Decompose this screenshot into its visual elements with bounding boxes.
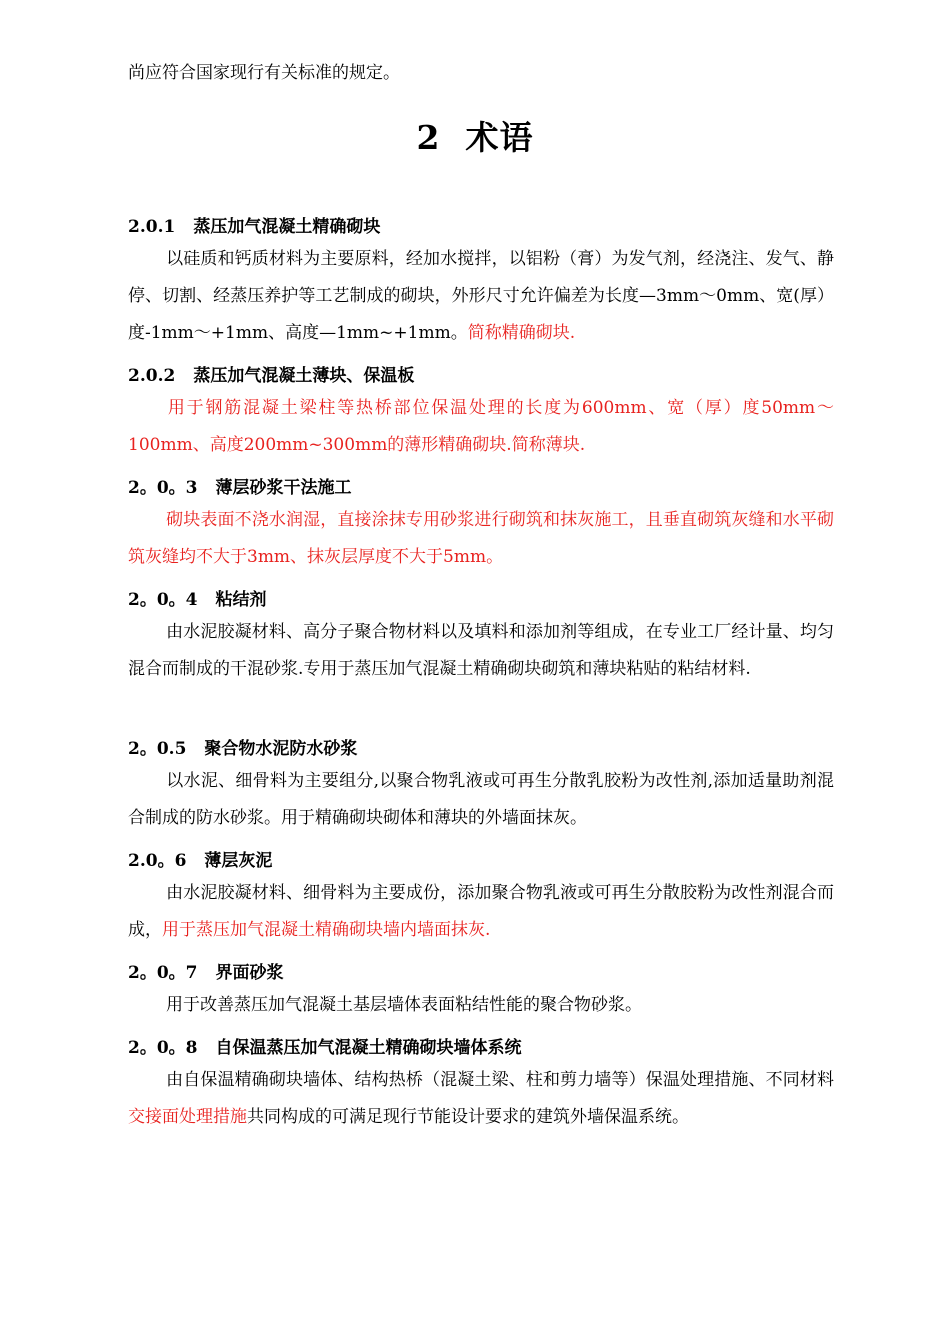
term-heading <box>128 473 352 498</box>
term-number: 2.0.1 <box>128 217 176 237</box>
term-number: 2。0。7 <box>128 963 198 983</box>
term-heading <box>128 958 284 983</box>
term-definition <box>128 502 834 576</box>
definition-highlight: 用于钢筋混凝土梁柱等热桥部位保温处理的长度为600mm、宽（厚）度50mm～100mm、高度200mm~300mm的薄形精确砌块.简称薄块. <box>128 398 834 455</box>
term-title: 聚合物水泥防水砂浆 <box>204 739 358 759</box>
definition-text: 由自保温精确砌块墙体、结构热桥（混凝土梁、柱和剪力墙等）保温处理措施、不同材料 <box>166 1070 834 1090</box>
term-title: 界面砂浆 <box>215 963 284 983</box>
term-heading <box>128 585 267 610</box>
term-title: 蒸压加气混凝土精确砌块 <box>193 217 381 237</box>
term-heading <box>128 212 380 237</box>
intro-line: 尚应符合国家现行有关标准的规定。 <box>128 63 400 83</box>
term-number: 2.0。6 <box>128 851 187 871</box>
definition-text-tail: 共同构成的可满足现行节能设计要求的建筑外墙保温系统。 <box>247 1107 689 1127</box>
definition-highlight: 简称精确砌块. <box>467 323 576 343</box>
term-title: 薄层灰泥 <box>204 851 273 871</box>
term-heading <box>128 1033 522 1058</box>
definition-highlight: 交接面处理措施 <box>128 1107 247 1127</box>
term-number: 2.0.2 <box>128 366 176 386</box>
term-title: 粘结剂 <box>215 590 267 610</box>
definition-text: 由水泥胶凝材料、细骨料为主要成份，添加聚合物乳液或可再生分散胶粉为改性剂混合而成， <box>128 883 834 940</box>
definition-text: 用于改善蒸压加气混凝土基层墙体表面粘结性能的聚合物砂浆。 <box>166 995 642 1015</box>
chapter-title-text: 术语 <box>465 118 534 157</box>
term-number: 2。0。8 <box>128 1038 198 1058</box>
term-title: 薄层砂浆干法施工 <box>215 478 352 498</box>
term-definition <box>128 763 834 837</box>
term-definition <box>128 987 834 1024</box>
term-number: 2。0.5 <box>128 739 187 759</box>
term-number: 2。0。4 <box>128 590 198 610</box>
definition-text: 以硅质和钙质材料为主要原料，经加水搅拌，以铝粉（膏）为发气剂，经浇注、发气、静停、切割、经蒸压养护等工艺制成的砌块，外形尺寸允许偏差为长度—3mm～0mm、宽(厚）度-1mm～+1mm、高度—1mm~+1mm。 <box>128 249 834 343</box>
term-heading <box>128 734 357 759</box>
term-number: 2。0。3 <box>128 478 198 498</box>
term-title: 自保温蒸压加气混凝土精确砌块墙体系统 <box>215 1038 522 1058</box>
term-heading <box>128 361 414 386</box>
chapter-number: 2 <box>416 118 441 157</box>
term-definition <box>128 241 834 352</box>
term-heading <box>128 846 272 871</box>
term-definition <box>128 1062 834 1136</box>
definition-highlight: 用于蒸压加气混凝土精确砌块墙内墙面抹灰. <box>162 920 491 940</box>
chapter-title <box>0 112 950 159</box>
definition-text: 由水泥胶凝材料、高分子聚合物材料以及填料和添加剂等组成，在专业工厂经计量、均匀混合而制成的干混砂浆.专用于蒸压加气混凝土精确砌块砌筑和薄块粘贴的粘结材料. <box>128 622 834 679</box>
term-definition <box>128 614 834 688</box>
definition-highlight: 砌块表面不浇水润湿，直接涂抹专用砂浆进行砌筑和抹灰施工，且垂直砌筑灰缝和水平砌筑灰缝均不大于3mm、抹灰层厚度不大于5mm。 <box>128 510 834 567</box>
definition-text: 以水泥、细骨料为主要组分,以聚合物乳液或可再生分散乳胶粉为改性剂,添加适量助剂混合制成的防水砂浆。用于精确砌块砌体和薄块的外墙面抹灰。 <box>128 771 834 828</box>
term-title: 蒸压加气混凝土薄块、保温板 <box>193 366 415 386</box>
term-definition <box>128 875 834 949</box>
term-definition <box>128 390 834 464</box>
